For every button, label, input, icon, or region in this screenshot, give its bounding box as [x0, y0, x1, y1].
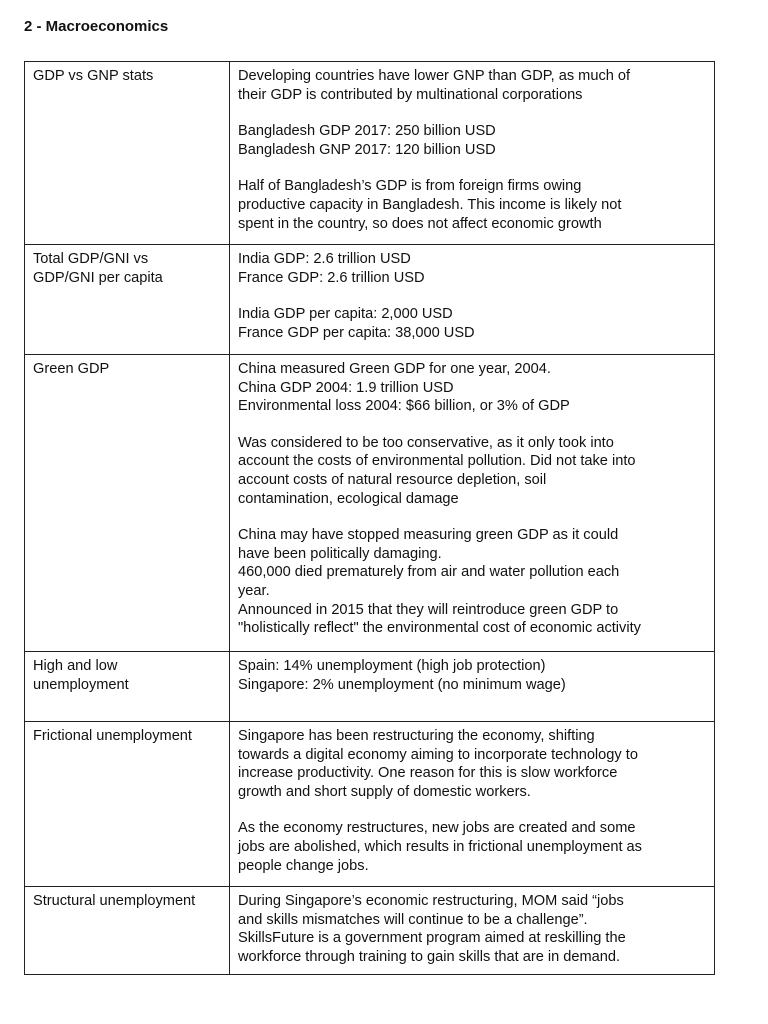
detail-line: Announced in 2015 that they will reintroduce green GDP to	[238, 601, 619, 618]
detail-paragraph	[238, 657, 706, 694]
page-heading: 2 - Macroeconomics	[24, 18, 169, 35]
detail-line: China measured Green GDP for one year, 2004.	[238, 361, 551, 377]
detail-line: As the economy restructures, new jobs are created and some	[238, 820, 636, 837]
table-row	[25, 245, 715, 355]
detail-line: their GDP is contributed by multinational corporations	[238, 86, 583, 103]
detail-line: growth and short supply of domestic workers.	[238, 783, 531, 800]
topic-cell	[25, 355, 230, 652]
notes-table-body	[25, 62, 715, 975]
detail-cell	[230, 245, 715, 355]
detail-paragraph	[238, 305, 706, 342]
table-row	[25, 887, 715, 975]
detail-line: Bangladesh GNP 2017: 120 billion USD	[238, 141, 496, 158]
detail-line: "holistically reflect" the environmental cost of economic activity	[238, 620, 641, 637]
table-row	[25, 355, 715, 652]
detail-paragraph	[238, 526, 706, 638]
detail-line: France GDP per capita: 38,000 USD	[238, 324, 475, 341]
table-row	[25, 652, 715, 722]
detail-paragraph	[238, 67, 706, 104]
detail-paragraph	[238, 122, 706, 159]
topic-cell	[25, 652, 230, 722]
detail-paragraph	[238, 727, 706, 801]
detail-line: workforce through training to gain skills that are in demand.	[238, 948, 621, 965]
detail-cell	[230, 652, 715, 722]
detail-cell	[230, 62, 715, 245]
detail-line: jobs are abolished, which results in frictional unemployment as	[238, 838, 642, 855]
detail-paragraph	[238, 360, 706, 416]
topic-cell	[25, 245, 230, 355]
topic-line: unemployment	[33, 676, 129, 693]
detail-line: Singapore has been restructuring the economy, shifting	[238, 728, 595, 744]
table-row	[25, 722, 715, 887]
detail-paragraph	[238, 892, 706, 966]
detail-line: France GDP: 2.6 trillion USD	[238, 269, 425, 286]
topic-line: Structural unemployment	[33, 893, 196, 909]
detail-line: India GDP per capita: 2,000 USD	[238, 306, 453, 323]
detail-line: account costs of natural resource depletion, soil	[238, 471, 547, 488]
topic-line: GDP vs GNP stats	[33, 68, 154, 84]
detail-line: spent in the country, so does not affect economic growth	[238, 215, 602, 232]
detail-line: Developing countries have lower GNP than GDP, as much of	[238, 68, 631, 84]
detail-line: China may have stopped measuring green GDP as it could	[238, 527, 619, 544]
detail-line: Was considered to be too conservative, as it only took into	[238, 434, 614, 451]
detail-line: towards a digital economy aiming to incorporate technology to	[238, 746, 638, 763]
detail-cell	[230, 887, 715, 975]
detail-line: 460,000 died prematurely from air and water pollution each	[238, 564, 620, 581]
detail-line: China GDP 2004: 1.9 trillion USD	[238, 379, 454, 396]
topic-line: Green GDP	[33, 361, 110, 377]
topic-line: Frictional unemployment	[33, 728, 192, 744]
detail-paragraph	[238, 250, 706, 287]
detail-paragraph	[238, 434, 706, 508]
detail-line: Environmental loss 2004: $66 billion, or 3% of GDP	[238, 398, 570, 415]
detail-line: year.	[238, 582, 270, 599]
table-row	[25, 62, 715, 245]
detail-line: and skills mismatches will continue to be a challenge”.	[238, 911, 588, 928]
detail-line: account the costs of environmental pollution. Did not take into	[238, 453, 636, 470]
detail-line: Half of Bangladesh’s GDP is from foreign firms owing	[238, 178, 582, 195]
topic-cell	[25, 887, 230, 975]
detail-line: Singapore: 2% unemployment (no minimum wage)	[238, 676, 566, 693]
detail-cell	[230, 355, 715, 652]
detail-line: Spain: 14% unemployment (high job protection)	[238, 658, 546, 674]
detail-cell	[230, 722, 715, 887]
detail-line: contamination, ecological damage	[238, 490, 459, 507]
detail-line: India GDP: 2.6 trillion USD	[238, 251, 411, 267]
topic-line: Total GDP/GNI vs	[33, 251, 149, 267]
detail-line: increase productivity. One reason for this is slow workforce	[238, 765, 618, 782]
detail-line: Bangladesh GDP 2017: 250 billion USD	[238, 123, 496, 140]
detail-line: During Singapore’s economic restructuring, MOM said “jobs	[238, 893, 624, 909]
detail-line: have been politically damaging.	[238, 545, 442, 562]
detail-line: people change jobs.	[238, 857, 369, 874]
detail-paragraph	[238, 177, 706, 233]
topic-line: High and low	[33, 658, 118, 674]
topic-cell	[25, 722, 230, 887]
topic-line: GDP/GNI per capita	[33, 269, 163, 286]
detail-line: SkillsFuture is a government program aimed at reskilling the	[238, 930, 626, 947]
notes-table	[24, 61, 715, 975]
detail-paragraph	[238, 819, 706, 875]
detail-line: productive capacity in Bangladesh. This income is likely not	[238, 196, 622, 213]
topic-cell	[25, 62, 230, 245]
